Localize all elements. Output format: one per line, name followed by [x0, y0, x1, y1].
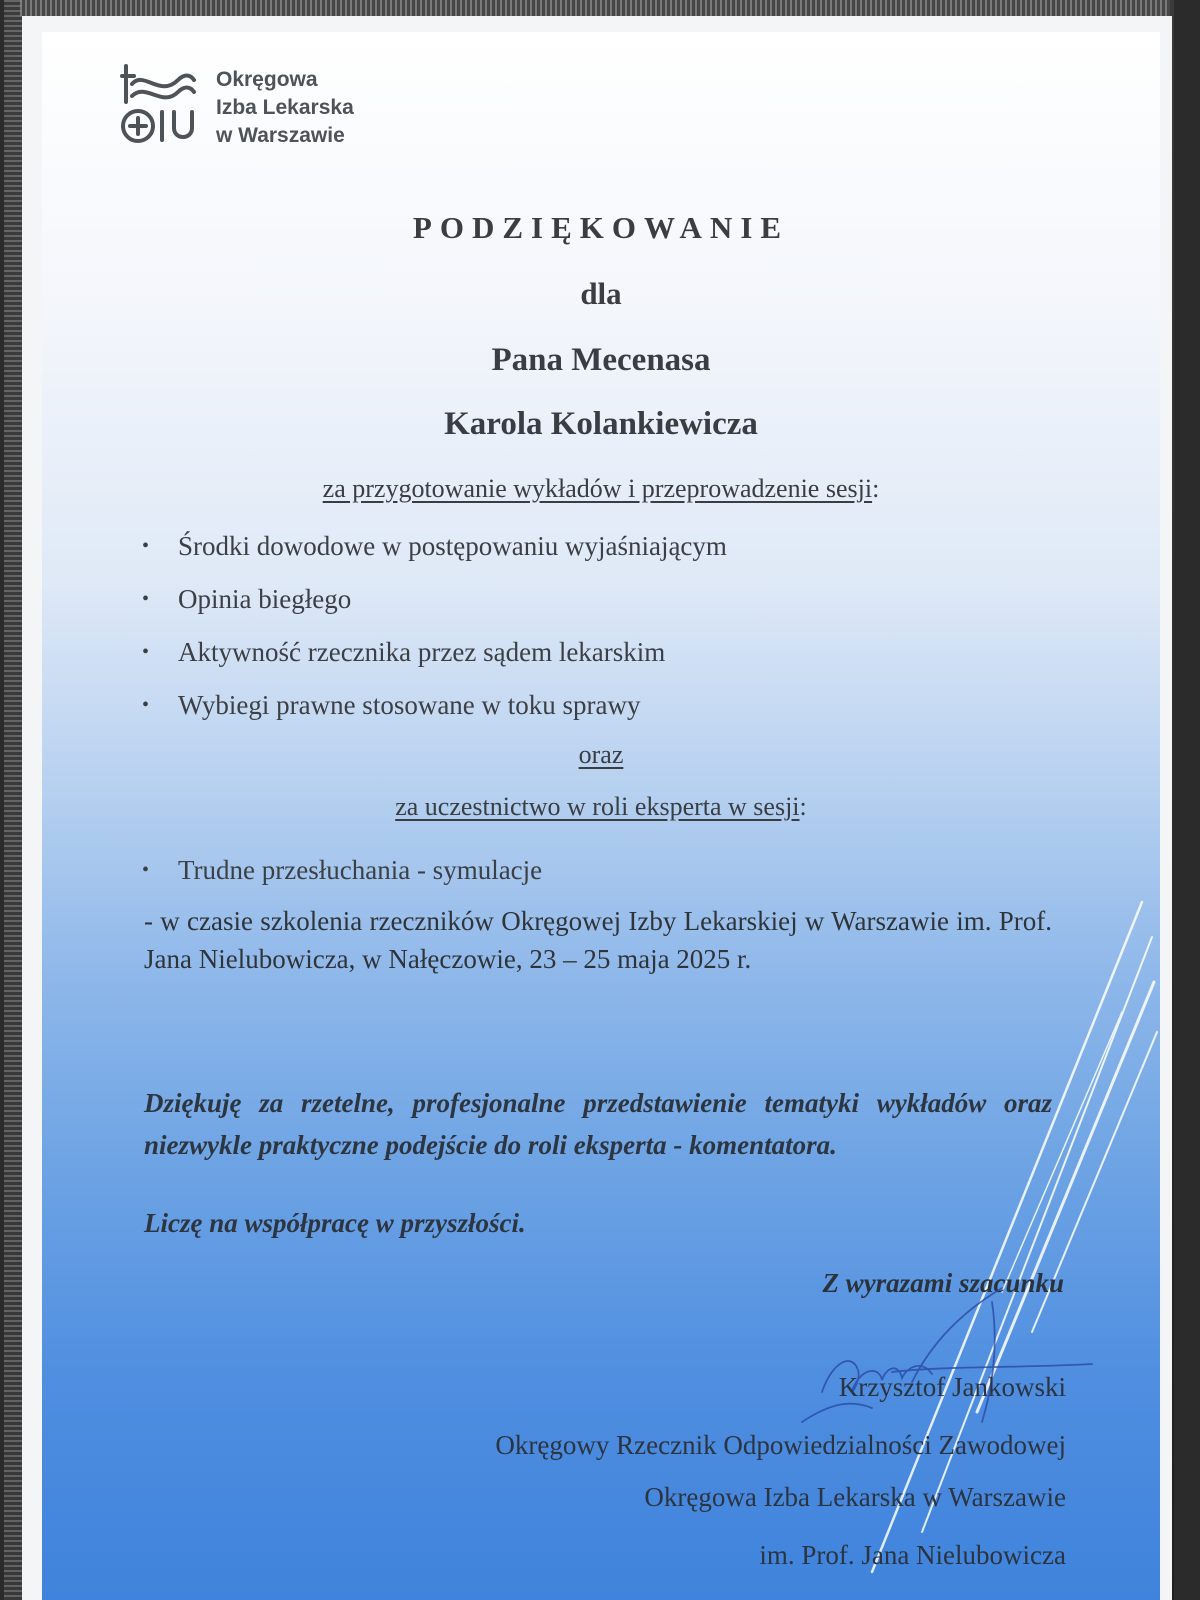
logo-line-2: Izba Lekarska	[216, 96, 354, 119]
list-item: • Wybiegi prawne stosowane w toku sprawy	[142, 685, 727, 738]
signer-organization: Okręgowa Izba Lekarska w Warszawie	[644, 1482, 1066, 1512]
folder-spine	[4, 0, 22, 1600]
recipient-title: Pana Mecenasa	[491, 342, 711, 378]
cooperation-line: Liczę na współpracę w przyszłości.	[144, 1208, 526, 1238]
handwritten-signature	[762, 1282, 1102, 1442]
list-item: • Środki dowodowe w postępowaniu wyjaśniającym	[142, 526, 727, 579]
closing-phrase: Z wyrazami szacunku	[822, 1268, 1064, 1298]
recipient-name: Karola Kolankiewicza	[444, 406, 758, 442]
document-title: PODZIĘKOWANIE	[412, 210, 790, 245]
connector-text: oraz	[578, 740, 624, 769]
signer-name: Krzysztof Jankowski	[838, 1372, 1066, 1402]
list-item: • Aktywność rzecznika przez sądem lekarskim	[142, 632, 727, 685]
section1-intro: za przygotowanie wykładów i przeprowadzenie sesji:	[322, 474, 880, 503]
event-description: - w czasie szkolenia rzeczników Okręgowej Izby Lekarskiej w Warszawie im. Prof. Jana Nielubowicza, w Nałęczowie, 23 – 25 maja 2025 r.	[144, 906, 1052, 974]
logo-line-1: Okręgowa	[216, 68, 318, 91]
folder-top-edge	[20, 0, 1170, 16]
logo-line-3: w Warszawie	[216, 124, 345, 147]
list-item: • Opinia biegłego	[142, 579, 727, 632]
connector-word	[42, 740, 1160, 770]
expert-session-list	[142, 850, 542, 903]
lecture-list	[142, 526, 727, 738]
section2-intro-text: za uczestnictwo w roli eksperta w sesji	[395, 792, 800, 821]
section1-intro-text: za przygotowanie wykładów i przeprowadzenie sesji	[322, 474, 873, 503]
chamber-logo	[120, 62, 420, 162]
chamber-name	[216, 66, 354, 150]
signer-organization-patron: im. Prof. Jana Nielubowicza	[759, 1540, 1066, 1570]
section2-intro: za uczestnictwo w roli eksperta w sesji:	[395, 792, 807, 821]
medical-chamber-emblem-icon	[120, 62, 200, 154]
list-item: • Trudne przesłuchania - symulacje	[142, 850, 542, 903]
thanks-paragraph: Dziękuję za rzetelne, profesjonalne przedstawienie tematyki wykładów oraz niezwykle praktyczne podejście do roli eksperta - komentatora.	[144, 1088, 1052, 1160]
signer-role: Okręgowy Rzecznik Odpowiedzialności Zawodowej	[495, 1430, 1066, 1460]
certificate-paper	[42, 32, 1160, 1600]
for-word: dla	[580, 276, 622, 311]
